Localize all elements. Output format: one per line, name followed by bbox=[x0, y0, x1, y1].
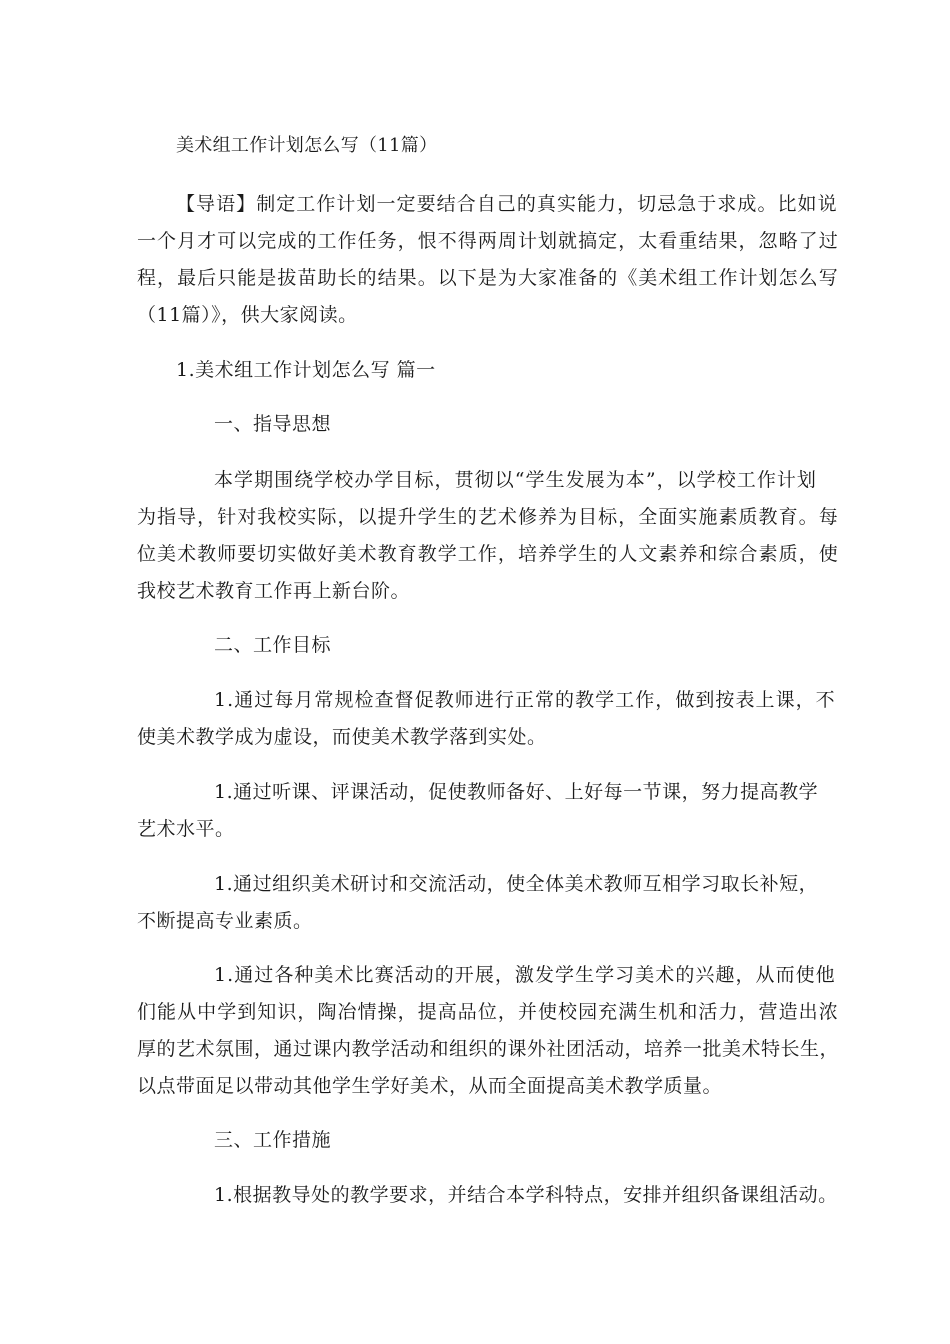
part1-line-2: 为指导，针对我校实际，以提升学生的艺术修养为目标，全面实施素质教育。每 bbox=[137, 506, 839, 528]
intro-line-3: 程，最后只能是拔苗助长的结果。以下是为大家准备的《美术组工作计划怎么写 bbox=[137, 267, 839, 289]
part3-heading: 三、工作措施 bbox=[214, 1129, 332, 1151]
part1-line-4: 我校艺术教育工作再上新台阶。 bbox=[137, 580, 411, 602]
goal1-line-1: 1.通过每月常规检查督促教师进行正常的教学工作，做到按表上课，不 bbox=[214, 689, 836, 711]
goal2-line-2: 艺术水平。 bbox=[137, 818, 235, 840]
goal4-line-4: 以点带面足以带动其他学生学好美术，从而全面提高美术教学质量。 bbox=[137, 1075, 723, 1097]
part1-line-3: 位美术教师要切实做好美术教育教学工作，培养学生的人文素养和综合素质，使 bbox=[137, 543, 839, 565]
measure1-line: 1.根据教导处的教学要求，并结合本学科特点，安排并组织备课组活动。 bbox=[214, 1184, 838, 1206]
goal2-line-1: 1.通过听课、评课活动，促使教师备好、上好每一节课，努力提高教学 bbox=[214, 781, 819, 803]
goal3-line-2: 不断提高专业素质。 bbox=[137, 910, 313, 932]
goal1-line-2: 使美术教学成为虚设，而使美术教学落到实处。 bbox=[137, 726, 547, 748]
goal4-line-2: 们能从中学到知识，陶冶情操，提高品位，并使校园充满生机和活力，营造出浓 bbox=[137, 1001, 839, 1023]
goal4-line-3: 厚的艺术氛围，通过课内教学活动和组织的课外社团活动，培养一批美术特长生， bbox=[137, 1038, 840, 1060]
intro-line-4: （11篇）》，供大家阅读。 bbox=[137, 304, 358, 326]
goal4-line-1: 1.通过各种美术比赛活动的开展，激发学生学习美术的兴趣，从而使他 bbox=[214, 964, 836, 986]
document-title: 美术组工作计划怎么写（11篇） bbox=[176, 135, 438, 156]
intro-line-1: 【导语】制定工作计划一定要结合自己的真实能力，切忌急于求成。比如说 bbox=[176, 193, 838, 215]
intro-line-2: 一个月才可以完成的工作任务，恨不得两周计划就搞定，太看重结果，忽略了过 bbox=[137, 230, 839, 252]
part1-line-1: 本学期围绕学校办学目标，贯彻以“学生发展为本”，以学校工作计划 bbox=[214, 469, 817, 491]
part2-heading: 二、工作目标 bbox=[214, 634, 332, 656]
section-heading: 1.美术组工作计划怎么写 篇一 bbox=[176, 359, 436, 381]
goal3-line-1: 1.通过组织美术研讨和交流活动，使全体美术教师互相学习取长补短， bbox=[214, 873, 819, 895]
part1-heading: 一、指导思想 bbox=[214, 413, 332, 435]
